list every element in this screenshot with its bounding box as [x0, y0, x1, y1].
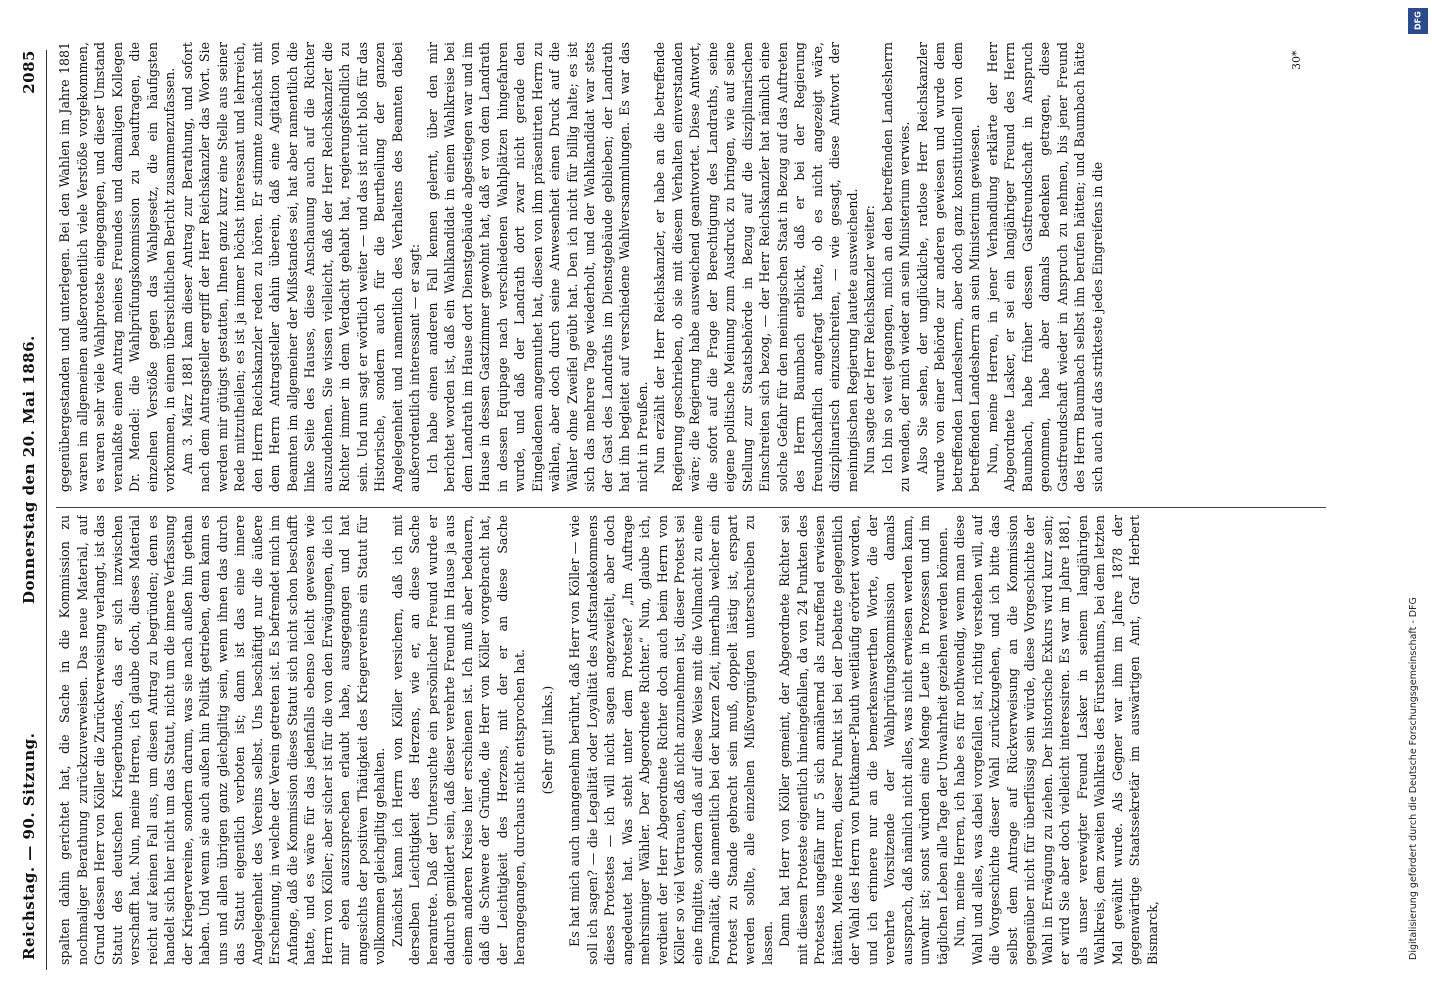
header-left: Reichstag. — 90. Sitzung. — [20, 732, 38, 960]
text-column-left — [56, 515, 1336, 965]
paragraph: Nun sagte der Herr Reichskanzler weiter: — [862, 205, 877, 474]
paragraph: Nun, meine Herren, in jener Verhandlung erklärte der Herr Abgeordnete Lasker, er sei ein langjähriger Freund des Herrn Baumbach, habe früher dessen Gastfreundschaft in Anspruch genommen, habe aber damals Bedenken getragen, diese Gastfreundschaft wieder in Anspruch zu nehmen, bis jener Freund des Herrn Baumbach selbst ihn berufen hätten; und Baumbach hätte sich auch auf das strikteste jedes Eingreifens in die — [984, 42, 1105, 492]
header-rule — [46, 50, 47, 970]
paragraph: Zunächst kann ich Herrn von Köller versichern, daß ich mit derselben Leichtigkeit des Herzens, wie er, an diese Sache herantrete. Daß der Untersuchte ein persönlicher Freund wurde er dadurch gemildert sein, daß dieser verehrte Freund im Hause ja aus einem anderen Kreise hier erschienen ist. Ich muß aber bedauern, daß die Schwere der Gründe, die Herr von Köller vorgebracht hat, der Leichtigkeit des Herzens, mit der er an diese Sache herangegangen, durchaus nicht entsprochen hat. — [389, 515, 527, 965]
quotation: Ich bin so weit gegangen, mich an den betreffenden Landesherrn zu wenden, der mich wieder an sein Ministerium verwies. — [879, 42, 912, 492]
dfg-logo: DFG — [1408, 8, 1428, 34]
paragraph: Dann hat Herr von Köller gemeint, der Abgeordnete Richter sei mit diesem Proteste eigentlich hineingefallen, da von 24 Punkten des Protestes ungefähr nur 5 sich annähernd als zutreffend erwiesen hätten. Meine Herren, dieser Punkt ist bei der Debatte gelegentlich der Wahl des Herrn von Puttkamer-Plauth weitläufig erörtert worden, und ich erinnere nur an die bemerkenswerthen Worte, die der verehrte Vorsitzende der Wahlprüfungskommission damals aussprach, daß nämlich nicht alles, was nicht erwiesen werden kann, unwahr ist; sonst würden eine Menge Leute in Prozessen und im täglichen Leben alle Tage der Unwahrheit geziehen werden können. — [777, 515, 950, 965]
quotation: Ich habe einen anderen Fall kennen gelernt, über den mir berichtet worden ist, daß ein Wahlkandidat in einem Wahlkreise bei dem Landrath im Hause dort Dienstgebäude abgestiegen war und im Hause in dessen Gastzimmer gewohnt hat, daß er von dem Landrath in dessen Equipage nach verschiedenen Wahlplätzen hingefahren wurde, und daß der Landrath dort zwar nicht gerade den Eingeladenen angemuthet hat, diesen von ihm präsentirten Herrn zu wählen, aber doch durch seine Anwesenheit einen Druck auf die Wähler ohne Zweifel geübt hat. Den ich nicht für billig halte; es ist sich das mehrere Tage wiederholt, und der Wahlkandidat war stets der Gast des Landraths im Dienstgebäude geblieben; der Landrath hat ihn begleitet auf verschiedene Wahlversammlungen. Es war das nicht in Preußen. — [424, 42, 650, 492]
paragraph: Also Sie sehen, der unglückliche, ratlose Herr Reichskanzler wurde von einer Behörde zur anderen gewiesen und wurde dem betreffenden Landesherrn, aber doch ganz konstitutionell von dem betreffenden Landesherrn an sein Ministerium gewiesen. — [914, 42, 982, 492]
digitization-credit: Digitalisierung gefördert durch die Deutsche Forschungsgemeinschaft - DFG — [1408, 597, 1419, 960]
paragraph: gegenübergestanden und unterlegen. Bei den Wahlen im Jahre 1881 waren im allgemeinen außerordentlich viele Verstöße vorgekommen, es waren sehr viele Wahlproteste eingegangen, und dieser Umstand veranlaßte einen Antrag meines Freundes und damaligen Kollegen Dr. Mendel: die Wahlprüfungskommission zu beauftragen, die einzelnen Verstöße gegen das Wahlgesetz, die ein häufigsten vorkommen, in einem übersichtlichen Bericht zusammenzufassen. — [57, 42, 177, 492]
text-column-right — [56, 42, 1336, 492]
header-date: Donnerstag den 20. Mai 1886. — [20, 335, 38, 604]
paragraph: spalten dahin gerichtet hat, die Sache in die Kommission zu nochmaliger Berathung zurückzuverweisen. Das neue Material, auf Grund dessen Herr von Köller die Zurückverweisung verlangt, ist das Statut des deutschen Kriegerbundes, das er sich inzwischen verschafft hat. Nun, meine Herren, ich glaube doch, dieses Material reicht auf keinen Fall aus, um diesen Antrag zu begründen; denn es handelt sich hier nicht um das Statut, nicht um die innere Verfassung der Kriegervereine, sondern darum, was sie nach außen hin gethan haben. Und wenn sie auch außen hin Politik getrieben, denn kann es uns und allen übrigen ganz gleichgiltig sein, wenn ihnen das durch das Statut eigentlich verboten ist; dann ist das eine innere Angelegenheit des Vereins selbst. Uns beschäftigt nur die äußere Erscheinung, in welche der Verein getreten ist. Es befremdet mich im Anfange, daß die Kommission dieses Statut sich nicht schon beschafft hatte, und es wäre für das jedenfalls ebenso leicht gewesen wie Herrn von Köller; aber sicher ist für die von den Erwägungen, die ich mir eben auszusprechen erlaubt habe, ausgegangen und hat angesichts der positiven Thätigkeit des Kriegervereins ein Statut für vollkommen gleichgiltig gehalten. — [57, 515, 387, 965]
page-number: 2085 — [20, 50, 38, 94]
paragraph: Am 3. März 1881 kam dieser Antrag zur Berathung, und sofort nach dem Antragsteller ergriff der Herr Reichskanzler das Wort. Sie werden mir gütigst gestatten, Ihnen ganz kurz eine Stelle aus seiner Rede mitzutheilen; es ist ja immer höchst interessant und lehrreich, den Herrn Reichskanzler reden zu hören. Er stimmte zunächst mit dem Herrn Antragsteller dahin überein, daß eine Agitation von Beamten im allgemeiner der Mißstandes sei, hat aber namentlich die linke Seite des Hauses, diese Anschauung auch auf die Richter auszudehnen. Sie wissen vielleicht, daß der Herr Reichskanzler die Richter immer in dem Verdacht gehabt hat, regierungsfeindlich zu sein. Und nun sagt er wörtlich weiter — und das ist nicht bloß für das Historische, sondern auch für die Beurtheilung der ganzen Angelegenheit und namentlich des Verhaltens des Beamten dabei außerordentlich interessant — er sagt: — [179, 42, 422, 492]
page-header — [20, 40, 46, 980]
paragraph: Nun, meine Herren, ich habe es für nothwendig, wenn man diese Wahl und alles, was dabei vorgefallen ist, richtig verstehen will, auf die Vorgeschichte dieser Wahl zurückzugehen, und ich bitte das selbst dem Antrage auf Rückverweisung an die Kommission gegenüber nicht für überflüssig sein würde, diese Vorgeschichte der Wahl in Erwägung zu ziehen. Der historische Exkurs wird kurz sein; er wird Sie aber doch vielleicht interessiren. Es war im Jahre 1881, als unser verewigter Freund Lasker in seinem langjährigen Wahlkreis, dem zweiten Wahlkreis des Fürstenthums, bei dem letzten Mal gewählt wurde. Als Gegner war ihm im Jahre 1878 der gegenwärtige Staatssekretär im auswärtigen Amt, Graf Herbert Bismarck, — [952, 515, 1160, 965]
signature-mark: 30* — [1290, 50, 1303, 70]
interjection: (Sehr gut! links.) — [539, 685, 555, 795]
paragraph: Nun erzählt der Herr Reichskanzler, er habe an die betreffende Regierung geschrieben, ob sie mit diesem Verhalten einverstanden wäre; die Regierung habe ausweichend geantwortet. Diese Antwort, die sofort auf die Frage der Berechtigung des Landraths, seine eigene politische Meinung zum Ausdruck zu bringen, wie auf seine Stellung zur Staatsbehörde in Bezug auf die disziplinarischen Einschreiten sich bezog, — der Herr Reichskanzler hat nämlich eine solche Gefahr für den meiningischen Staat in Bezug auf das Auftreten des Herrn Baumbach erblickt, daß er bei der Regierung freundschaftlich angefragt hatte, ob es nicht angezeigt wäre, disziplinarisch einzuschreiten, — wie gesagt, diese Antwort der meiningischen Regierung lautete ausweichend. — [652, 42, 860, 492]
paragraph: Es hat mich auch unangenehm berührt, daß Herr von Köller — wie soll ich sagen? — die Legalität oder Loyalität des Aufstandekommens dieses Protestes — ich will nicht sagen angezweifelt, aber doch angedeutet hat. Was steht unter dem Proteste? „Im Auftrage mehrsinniger Wähler. Der Abgeordnete Richter.“ Nun, glaube ich, verdient der Herr Abgeordnete Richter doch auch beim Herrn von Köller so viel Vertrauen, daß nicht anzunehmen ist, dieser Protest sei eine finglitte, sondern daß auf diese Weise mit die Vollmacht zu eine Formalität, die namentlich bei der kurzen Zeit, innerhalb welcher ein Protest zu Stande gebracht sein muß, doppelt lästig ist, erspart werden sollte, alle einzelnen Mißvergnügten unterschreiben zu lassen. — [567, 515, 775, 965]
column-divider — [56, 507, 1326, 508]
